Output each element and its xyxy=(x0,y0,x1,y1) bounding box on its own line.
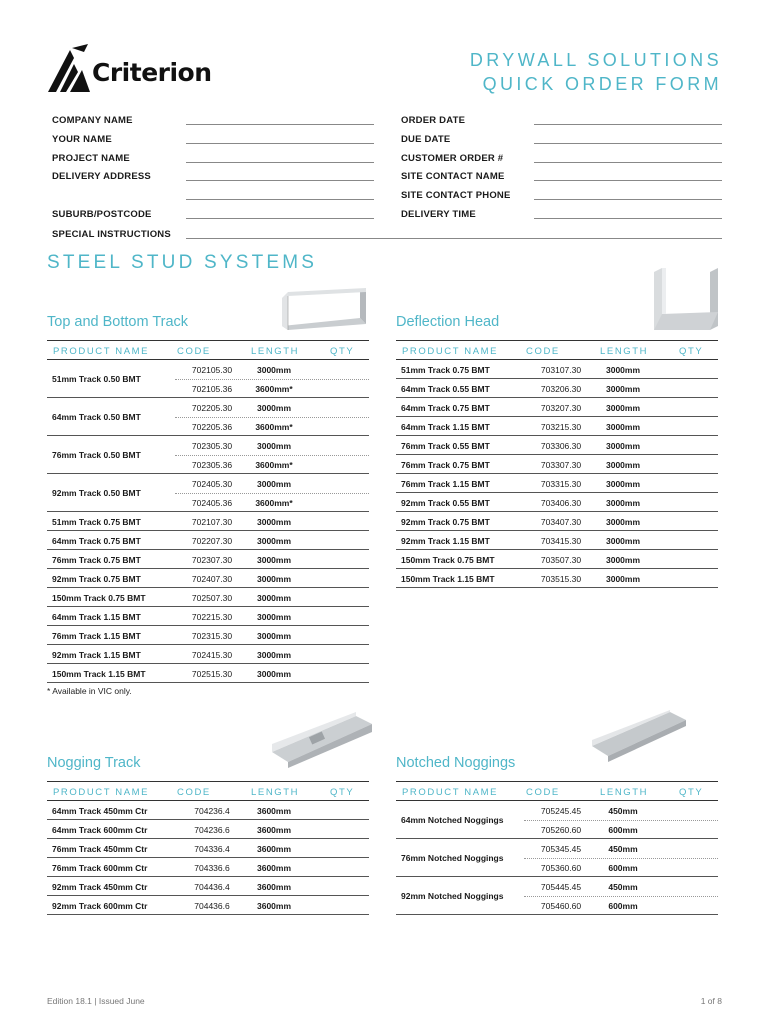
product-length: 3600mm* xyxy=(255,422,293,432)
deflection-head-image xyxy=(650,268,722,330)
qty-input[interactable] xyxy=(658,476,718,491)
product-length: 3000mm xyxy=(256,593,292,603)
product-code: 702415.30 xyxy=(191,650,233,660)
qty-input[interactable] xyxy=(309,898,369,913)
product-code: 702207.30 xyxy=(191,536,233,546)
customer-order-field[interactable] xyxy=(401,150,722,166)
input-line[interactable] xyxy=(186,218,374,219)
product-code: 703306.30 xyxy=(540,441,582,451)
product-length: 3600mm xyxy=(256,882,292,892)
order-date-field[interactable] xyxy=(401,112,722,128)
qty-input[interactable] xyxy=(658,552,718,567)
field-label: PROJECT NAME xyxy=(52,153,130,164)
product-code: 702307.30 xyxy=(191,555,233,565)
table-row xyxy=(47,839,369,858)
product-length: 600mm xyxy=(608,825,638,835)
column-header-qty: QTY xyxy=(679,346,704,357)
qty-input[interactable] xyxy=(309,361,369,378)
product-code: 703206.30 xyxy=(540,384,582,394)
table-row xyxy=(47,607,369,626)
column-header-product: PRODUCT NAME xyxy=(402,787,499,798)
qty-input[interactable] xyxy=(658,400,718,415)
product-name: 64mm Track 0.75 BMT xyxy=(401,403,490,413)
qty-input[interactable] xyxy=(309,494,369,511)
product-name: 51mm Track 0.50 BMT xyxy=(52,374,141,384)
nogging-track-table xyxy=(47,781,369,921)
table-row xyxy=(47,877,369,896)
qty-input[interactable] xyxy=(658,878,718,895)
product-length: 3000mm xyxy=(605,479,641,489)
table-row xyxy=(47,820,369,839)
column-header-product: PRODUCT NAME xyxy=(53,787,150,798)
product-name: 51mm Track 0.75 BMT xyxy=(401,365,490,375)
table-row-group xyxy=(47,436,369,474)
site-contact-phone-field[interactable] xyxy=(401,187,722,203)
product-code: 704236.6 xyxy=(194,825,230,835)
table-row-group xyxy=(47,360,369,398)
product-name: 92mm Track 0.55 BMT xyxy=(401,498,490,508)
product-code: 705260.60 xyxy=(540,825,582,835)
qty-input[interactable] xyxy=(309,380,369,397)
table-row xyxy=(47,550,369,569)
column-header-qty: QTY xyxy=(330,346,355,357)
qty-input[interactable] xyxy=(658,362,718,377)
product-length: 3600mm xyxy=(256,863,292,873)
product-length: 3000mm xyxy=(605,460,641,470)
qty-input[interactable] xyxy=(309,590,369,605)
product-length: 3000mm xyxy=(256,555,292,565)
your-name-field[interactable] xyxy=(52,131,374,147)
table-row xyxy=(47,531,369,550)
document-title xyxy=(470,48,722,96)
product-name: 92mm Track 0.50 BMT xyxy=(52,488,141,498)
column-header-code: CODE xyxy=(526,346,560,357)
column-header-qty: QTY xyxy=(679,787,704,798)
column-header-code: CODE xyxy=(526,787,560,798)
product-length: 450mm xyxy=(608,882,638,892)
product-name: 76mm Notched Noggings xyxy=(401,853,504,863)
qty-input[interactable] xyxy=(309,571,369,586)
input-line[interactable] xyxy=(186,143,374,144)
qty-input[interactable] xyxy=(658,419,718,434)
product-name: 92mm Track 1.15 BMT xyxy=(52,650,141,660)
product-length: 3000mm xyxy=(256,365,292,375)
table-row xyxy=(396,436,718,455)
qty-input[interactable] xyxy=(658,571,718,586)
product-name: 64mm Track 0.75 BMT xyxy=(52,536,141,546)
footer-page-number: 1 of 8 xyxy=(700,996,722,1006)
table-row xyxy=(47,645,369,664)
input-line[interactable] xyxy=(186,180,374,181)
site-contact-name-field[interactable] xyxy=(401,168,722,184)
table-row xyxy=(396,360,718,379)
product-code: 704336.4 xyxy=(194,844,230,854)
input-line[interactable] xyxy=(534,218,722,219)
qty-input[interactable] xyxy=(309,860,369,875)
input-line[interactable] xyxy=(186,238,722,239)
field-label: YOUR NAME xyxy=(52,134,112,145)
availability-note: * Available in VIC only. xyxy=(47,686,132,696)
qty-input[interactable] xyxy=(309,628,369,643)
product-code: 703315.30 xyxy=(540,479,582,489)
field-label: SITE CONTACT PHONE xyxy=(401,190,511,201)
product-name: 76mm Track 1.15 BMT xyxy=(401,479,490,489)
product-length: 3000mm xyxy=(605,555,641,565)
field-label: CUSTOMER ORDER # xyxy=(401,153,504,164)
input-line[interactable] xyxy=(534,162,722,163)
product-name: 150mm Track 1.15 BMT xyxy=(52,669,146,679)
product-length: 3000mm xyxy=(605,403,641,413)
qty-input[interactable] xyxy=(309,841,369,856)
product-length: 3000mm xyxy=(256,479,292,489)
product-code: 702515.30 xyxy=(191,669,233,679)
product-name: 76mm Track 1.15 BMT xyxy=(52,631,141,641)
table-row xyxy=(396,512,718,531)
notched-noggings-title: Notched Noggings xyxy=(396,755,516,771)
product-code: 703107.30 xyxy=(540,365,582,375)
product-code: 702105.36 xyxy=(191,384,233,394)
product-length: 3600mm* xyxy=(255,460,293,470)
column-header-length: LENGTH xyxy=(251,787,300,798)
product-length: 3000mm xyxy=(256,631,292,641)
product-code: 702507.30 xyxy=(191,593,233,603)
qty-input[interactable] xyxy=(658,533,718,548)
qty-input[interactable] xyxy=(309,437,369,454)
product-name: 92mm Track 0.75 BMT xyxy=(52,574,141,584)
qty-input[interactable] xyxy=(658,381,718,396)
table-row xyxy=(47,569,369,588)
product-name: 92mm Track 450mm Ctr xyxy=(52,882,148,892)
brand-name: Criterion xyxy=(92,58,212,87)
field-label: DELIVERY ADDRESS xyxy=(52,171,151,182)
table-row xyxy=(396,550,718,569)
table-row xyxy=(396,531,718,550)
table-row xyxy=(47,858,369,877)
product-code: 702315.30 xyxy=(191,631,233,641)
product-name: 150mm Track 1.15 BMT xyxy=(401,574,495,584)
product-code: 702215.30 xyxy=(191,612,233,622)
product-length: 3000mm xyxy=(256,650,292,660)
qty-input[interactable] xyxy=(309,666,369,681)
qty-input[interactable] xyxy=(309,418,369,435)
product-name: 76mm Track 450mm Ctr xyxy=(52,844,148,854)
field-label: ORDER DATE xyxy=(401,115,466,126)
suburb-postcode-field[interactable] xyxy=(52,206,374,222)
product-code: 704336.6 xyxy=(194,863,230,873)
product-length: 3000mm xyxy=(605,365,641,375)
product-name: 76mm Track 600mm Ctr xyxy=(52,863,148,873)
product-length: 3600mm* xyxy=(255,384,293,394)
product-name: 64mm Notched Noggings xyxy=(401,815,504,825)
column-header-product: PRODUCT NAME xyxy=(402,346,499,357)
product-length: 3000mm xyxy=(605,574,641,584)
product-name: 64mm Track 1.15 BMT xyxy=(52,612,141,622)
qty-input[interactable] xyxy=(309,647,369,662)
project-name-field[interactable] xyxy=(52,150,374,166)
product-length: 3000mm xyxy=(256,441,292,451)
product-name: 76mm Track 0.75 BMT xyxy=(52,555,141,565)
qty-input[interactable] xyxy=(658,802,718,819)
product-name: 150mm Track 0.75 BMT xyxy=(401,555,495,565)
input-line[interactable] xyxy=(186,162,374,163)
company-name-field[interactable] xyxy=(52,112,374,128)
product-code: 702105.30 xyxy=(191,365,233,375)
column-header-length: LENGTH xyxy=(600,346,649,357)
table-row-group xyxy=(396,839,718,877)
input-line[interactable] xyxy=(534,124,722,125)
product-code: 702305.30 xyxy=(191,441,233,451)
field-label: SUBURB/POSTCODE xyxy=(52,209,152,220)
qty-input[interactable] xyxy=(309,475,369,492)
qty-input[interactable] xyxy=(309,609,369,624)
product-code: 702305.36 xyxy=(191,460,233,470)
input-line[interactable] xyxy=(534,199,722,200)
product-length: 3000mm xyxy=(605,384,641,394)
table-row xyxy=(47,896,369,915)
product-code: 702205.36 xyxy=(191,422,233,432)
product-name: 76mm Track 0.50 BMT xyxy=(52,450,141,460)
product-length: 3000mm xyxy=(605,517,641,527)
field-label: SPECIAL INSTRUCTIONS xyxy=(52,229,171,240)
product-name: 76mm Track 0.55 BMT xyxy=(401,441,490,451)
table-row xyxy=(47,588,369,607)
qty-input[interactable] xyxy=(309,533,369,548)
product-code: 703515.30 xyxy=(540,574,582,584)
qty-input[interactable] xyxy=(658,495,718,510)
table-header xyxy=(47,340,369,360)
product-name: 150mm Track 0.75 BMT xyxy=(52,593,146,603)
product-length: 3000mm xyxy=(256,403,292,413)
qty-input[interactable] xyxy=(658,859,718,876)
qty-input[interactable] xyxy=(658,821,718,838)
product-length: 3600mm xyxy=(256,825,292,835)
qty-input[interactable] xyxy=(309,552,369,567)
product-name: 92mm Notched Noggings xyxy=(401,891,504,901)
qty-input[interactable] xyxy=(309,879,369,894)
field-label: SITE CONTACT NAME xyxy=(401,171,505,182)
product-name: 64mm Track 0.50 BMT xyxy=(52,412,141,422)
product-code: 703207.30 xyxy=(540,403,582,413)
table-header xyxy=(47,781,369,801)
table-row xyxy=(47,626,369,645)
product-length: 3000mm xyxy=(256,612,292,622)
field-label: COMPANY NAME xyxy=(52,115,133,126)
product-length: 3000mm xyxy=(605,441,641,451)
product-name: 64mm Track 0.55 BMT xyxy=(401,384,490,394)
top-bottom-track-title: Top and Bottom Track xyxy=(47,314,189,330)
product-code: 704436.4 xyxy=(194,882,230,892)
product-code: 705245.45 xyxy=(540,806,582,816)
product-code: 703507.30 xyxy=(540,555,582,565)
product-code: 703406.30 xyxy=(540,498,582,508)
product-length: 3000mm xyxy=(605,536,641,546)
product-length: 3000mm xyxy=(256,574,292,584)
table-row xyxy=(396,493,718,512)
notched-noggings-table xyxy=(396,781,718,921)
table-row xyxy=(396,569,718,588)
qty-input[interactable] xyxy=(658,457,718,472)
delivery-time-field[interactable] xyxy=(401,206,722,222)
product-code: 702405.36 xyxy=(191,498,233,508)
section-title: STEEL STUD SYSTEMS xyxy=(47,252,318,273)
table-row xyxy=(396,417,718,436)
field-label: DUE DATE xyxy=(401,134,451,145)
column-header-length: LENGTH xyxy=(600,787,649,798)
nogging-track-title: Nogging Track xyxy=(47,755,141,771)
product-length: 3600mm xyxy=(256,844,292,854)
delivery-address-field[interactable] xyxy=(52,168,374,184)
column-header-product: PRODUCT NAME xyxy=(53,346,150,357)
product-code: 703415.30 xyxy=(540,536,582,546)
nogging-track-image xyxy=(270,712,378,768)
product-length: 3000mm xyxy=(256,517,292,527)
product-code: 705360.60 xyxy=(540,863,582,873)
table-row xyxy=(396,379,718,398)
table-row xyxy=(47,801,369,820)
table-row xyxy=(396,398,718,417)
qty-input[interactable] xyxy=(309,803,369,818)
product-code: 703407.30 xyxy=(540,517,582,527)
product-code: 702205.30 xyxy=(191,403,233,413)
product-length: 3600mm* xyxy=(255,498,293,508)
product-code: 702405.30 xyxy=(191,479,233,489)
deflection-head-title: Deflection Head xyxy=(396,314,500,330)
input-line[interactable] xyxy=(534,180,722,181)
title-line-1: DRYWALL SOLUTIONS xyxy=(469,50,722,70)
product-length: 3000mm xyxy=(256,536,292,546)
footer-edition: Edition 18.1 | Issued June xyxy=(47,996,145,1006)
qty-input[interactable] xyxy=(658,514,718,529)
table-row xyxy=(396,455,718,474)
product-code: 704236.4 xyxy=(194,806,230,816)
deflection-head-table xyxy=(396,340,718,590)
column-header-code: CODE xyxy=(177,787,211,798)
criterion-logo xyxy=(44,42,94,94)
input-line[interactable] xyxy=(534,143,722,144)
product-name: 92mm Track 1.15 BMT xyxy=(401,536,490,546)
product-code: 705445.45 xyxy=(540,882,582,892)
table-row xyxy=(396,474,718,493)
top-bottom-track-table xyxy=(47,340,369,685)
table-row-group xyxy=(47,398,369,436)
column-header-length: LENGTH xyxy=(251,346,300,357)
product-code: 705460.60 xyxy=(540,901,582,911)
product-name: 64mm Track 450mm Ctr xyxy=(52,806,148,816)
product-length: 3600mm xyxy=(256,806,292,816)
product-code: 702107.30 xyxy=(191,517,233,527)
product-length: 3000mm xyxy=(605,498,641,508)
qty-input[interactable] xyxy=(658,840,718,857)
field-label: DELIVERY TIME xyxy=(401,209,476,220)
product-name: 76mm Track 0.75 BMT xyxy=(401,460,490,470)
product-code: 703215.30 xyxy=(540,422,582,432)
column-header-code: CODE xyxy=(177,346,211,357)
product-name: 51mm Track 0.75 BMT xyxy=(52,517,141,527)
product-name: 92mm Track 0.75 BMT xyxy=(401,517,490,527)
title-line-2: QUICK ORDER FORM xyxy=(482,74,722,94)
product-name: 64mm Track 600mm Ctr xyxy=(52,825,148,835)
product-name: 92mm Track 600mm Ctr xyxy=(52,901,148,911)
product-length: 450mm xyxy=(608,806,638,816)
table-row-group xyxy=(396,877,718,915)
product-code: 702407.30 xyxy=(191,574,233,584)
product-length: 450mm xyxy=(608,844,638,854)
product-length: 3600mm xyxy=(256,901,292,911)
product-name: 64mm Track 1.15 BMT xyxy=(401,422,490,432)
table-row-group xyxy=(396,801,718,839)
qty-input[interactable] xyxy=(309,822,369,837)
column-header-qty: QTY xyxy=(330,787,355,798)
track-image xyxy=(278,288,372,330)
product-length: 600mm xyxy=(608,901,638,911)
product-length: 3000mm xyxy=(605,422,641,432)
product-code: 703307.30 xyxy=(540,460,582,470)
qty-input[interactable] xyxy=(309,399,369,416)
product-length: 600mm xyxy=(608,863,638,873)
table-row xyxy=(47,512,369,531)
notched-noggings-image xyxy=(590,710,690,762)
qty-input[interactable] xyxy=(658,438,718,453)
qty-input[interactable] xyxy=(658,897,718,914)
due-date-field[interactable] xyxy=(401,131,722,147)
table-row-group xyxy=(47,474,369,512)
table-header xyxy=(396,340,718,360)
special-instructions-field[interactable] xyxy=(52,226,722,242)
qty-input[interactable] xyxy=(309,514,369,529)
delivery-address-line-2[interactable] xyxy=(186,199,374,200)
qty-input[interactable] xyxy=(309,456,369,473)
product-code: 704436.6 xyxy=(194,901,230,911)
input-line[interactable] xyxy=(186,124,374,125)
product-length: 3000mm xyxy=(256,669,292,679)
table-row xyxy=(47,664,369,683)
table-header xyxy=(396,781,718,801)
product-code: 705345.45 xyxy=(540,844,582,854)
